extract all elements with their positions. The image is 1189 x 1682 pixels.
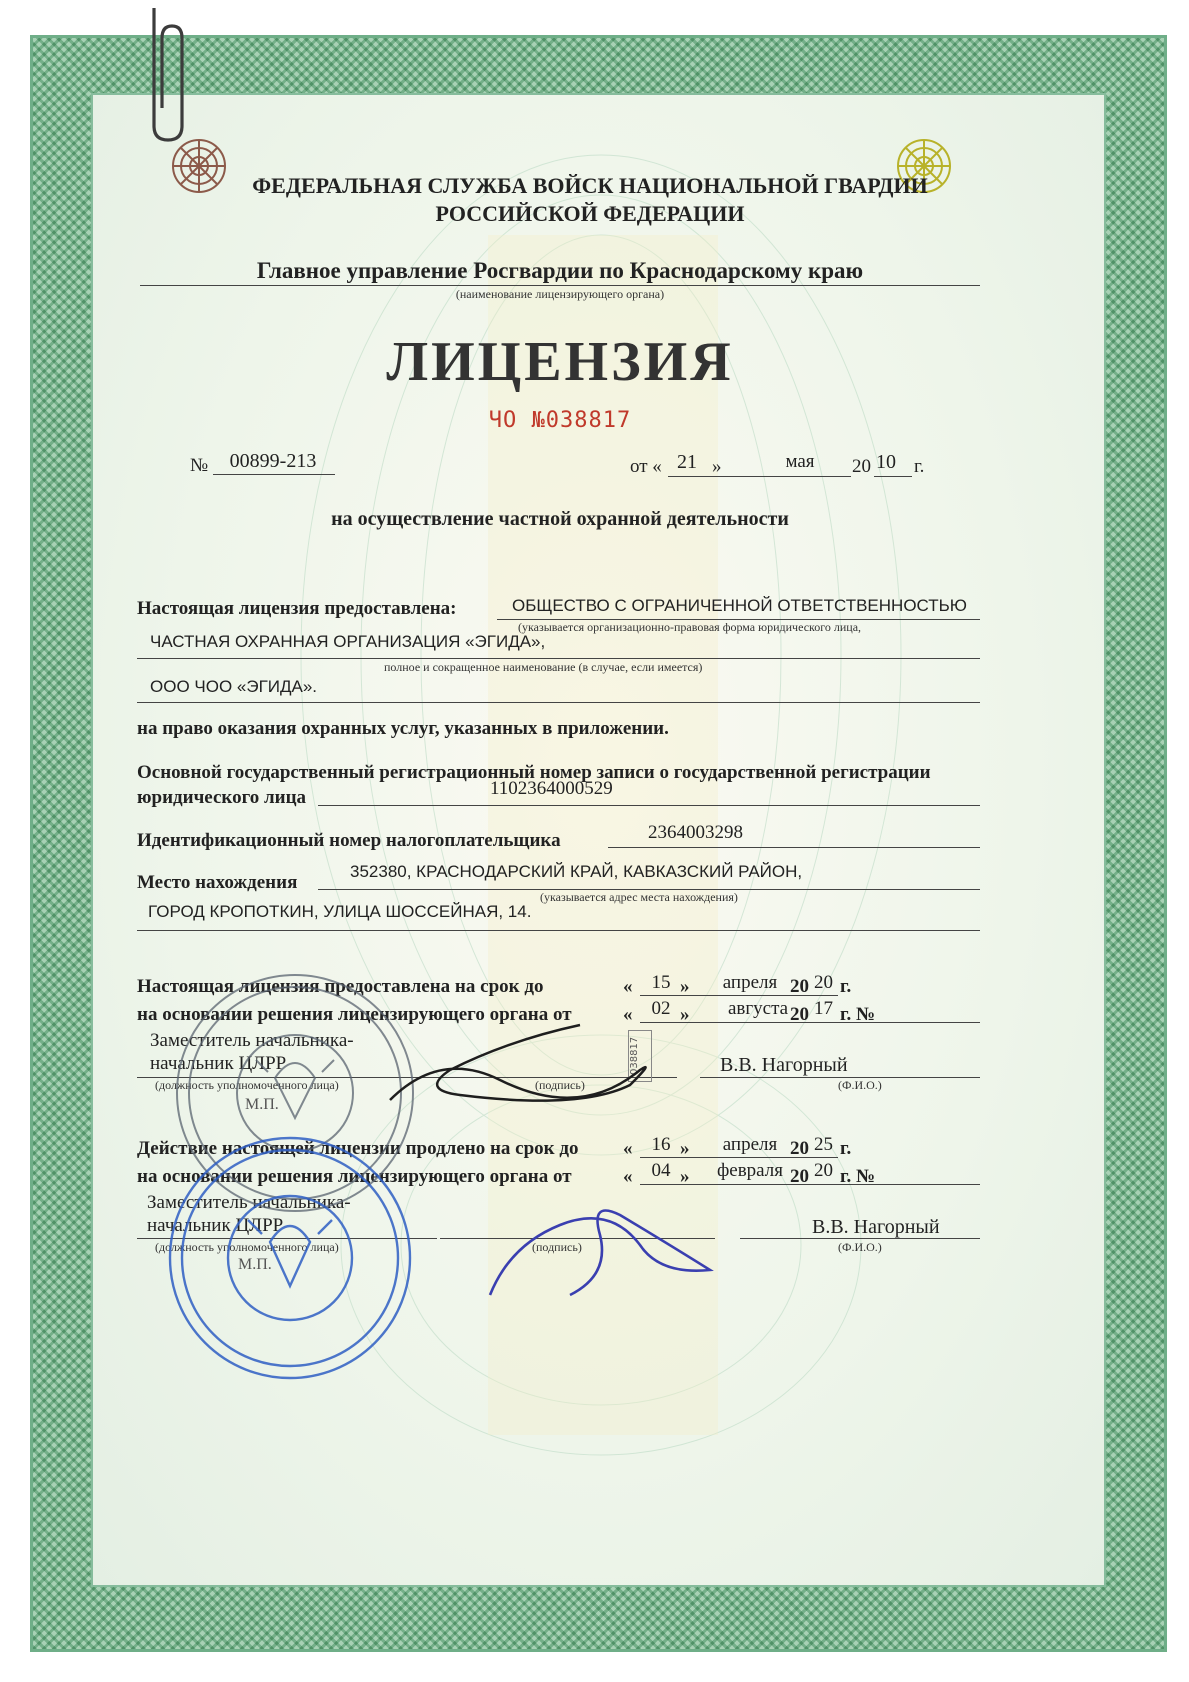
term-signatory-name: В.В. Нагорный <box>720 1054 848 1076</box>
date-prefix: от « <box>630 456 662 477</box>
term-decision-month: августа <box>727 998 789 1019</box>
small-stamp-number: 038817 <box>628 1030 652 1082</box>
address-caption: (указывается адрес места нахождения) <box>540 890 738 904</box>
licensee-caption-2: полное и сокращенное наименование (в случае, если имеется) <box>384 660 703 674</box>
signature-2-image <box>470 1185 730 1315</box>
extension-until-close-quote: » <box>680 1138 690 1159</box>
inn-underline <box>608 847 980 848</box>
extension-position-line-1: Заместитель начальника- <box>147 1192 351 1213</box>
licensee-underline-2 <box>137 658 980 659</box>
term-position-caption: (должность уполномоченного лица) <box>155 1078 339 1092</box>
licensee-underline-3 <box>137 702 980 703</box>
agency-line-1: ФЕДЕРАЛЬНАЯ СЛУЖБА ВОЙСК НАЦИОНАЛЬНОЙ ГВАРДИИ <box>252 173 928 198</box>
licensee-caption-1: (указывается организационно-правовая форма юридического лица, <box>518 620 862 634</box>
ogrn-underline <box>318 805 980 806</box>
term-name-caption: (Ф.И.О.) <box>838 1078 882 1092</box>
term-decision-underline <box>640 1022 980 1023</box>
services-text: на право оказания охранных услуг, указанных в приложении. <box>137 718 669 739</box>
license-purpose: на осуществление частной охранной деятельности <box>331 508 789 530</box>
inn-label: Идентификационный номер налогоплательщика <box>137 830 561 851</box>
address-line-2: ГОРОД КРОПОТКИН, УЛИЦА ШОССЕЙНАЯ, 14. <box>148 902 532 921</box>
term-until-close-quote: » <box>680 976 690 997</box>
extension-number-label: г. № <box>840 1166 876 1187</box>
extension-decision-day: 04 <box>651 1160 671 1181</box>
address-underline-2 <box>137 930 980 931</box>
licensee-name-line-3: ООО ЧОО «ЭГИДА». <box>150 677 318 696</box>
date-underline <box>668 476 851 477</box>
extension-until-open-quote: « <box>623 1138 633 1159</box>
license-number-underline <box>213 474 335 475</box>
term-until-open-quote: « <box>623 976 633 997</box>
term-decision-open-quote: « <box>623 1004 633 1025</box>
extension-until-month: апреля <box>722 1134 778 1155</box>
year-prefix: 20 <box>852 456 871 477</box>
year-underline <box>874 476 912 477</box>
term-decision-year-prefix: 20 <box>790 1004 809 1025</box>
address-label: Место нахождения <box>137 872 298 893</box>
extension-line-2-label: на основании решения лицензирующего органа от <box>137 1166 572 1187</box>
extension-until-underline <box>640 1157 838 1158</box>
term-until-day: 15 <box>651 972 671 993</box>
ogrn-value: 1102364000529 <box>490 778 613 799</box>
series-number: ЧО №038817 <box>488 408 632 433</box>
document-title: ЛИЦЕНЗИЯ <box>386 331 734 393</box>
licensee-label: Настоящая лицензия предоставлена: <box>137 598 457 619</box>
address-line-1: 352380, КРАСНОДАРСКИЙ КРАЙ, КАВКАЗСКИЙ РАЙОН, <box>350 862 803 881</box>
license-number-label: № <box>190 455 209 476</box>
term-until-underline <box>640 995 838 996</box>
extension-decision-month: февраля <box>716 1160 784 1181</box>
term-decision-year: 17 <box>814 998 833 1019</box>
extension-year-label: г. <box>840 1138 852 1159</box>
extension-decision-year: 20 <box>814 1160 833 1181</box>
term-until-year: 20 <box>814 972 833 993</box>
term-line-1-label: Настоящая лицензия предоставлена на срок до <box>137 976 544 997</box>
extension-until-year: 25 <box>814 1134 833 1155</box>
licensing-body-underline <box>140 285 980 286</box>
licensing-body: Главное управление Росгвардии по Краснодарскому краю <box>256 258 864 283</box>
extension-name-underline <box>740 1238 980 1239</box>
term-decision-day: 02 <box>651 998 671 1019</box>
term-year-label: г. <box>840 976 852 997</box>
extension-decision-year-prefix: 20 <box>790 1166 809 1187</box>
license-day: 21 <box>677 451 697 473</box>
license-year: 10 <box>876 451 896 473</box>
extension-until-year-prefix: 20 <box>790 1138 809 1159</box>
agency-line-2: РОССИЙСКОЙ ФЕДЕРАЦИИ <box>435 201 745 226</box>
agency-name <box>160 172 1020 228</box>
ogrn-label-line-2: юридического лица <box>137 787 307 808</box>
signature-1-image <box>380 1010 680 1120</box>
blue-seal-stamp <box>160 1130 420 1385</box>
extension-mp-mark: М.П. <box>238 1256 272 1273</box>
extension-position-caption: (должность уполномоченного лица) <box>155 1240 339 1254</box>
term-position-line-2: начальник ЦЛРР <box>150 1053 287 1074</box>
term-until-month: апреля <box>722 972 778 993</box>
term-signature-caption: (подпись) <box>535 1078 585 1092</box>
extension-signatory-name: В.В. Нагорный <box>812 1216 940 1238</box>
year-label: г. <box>914 456 925 477</box>
term-until-year-prefix: 20 <box>790 976 809 997</box>
license-month: мая <box>785 451 815 472</box>
term-decision-close-quote: » <box>680 1004 690 1025</box>
ogrn-label-line-1: Основной государственный регистрационный номер записи о государственной регистрации <box>137 762 931 783</box>
extension-position-line-2: начальник ЦЛРР <box>147 1215 284 1236</box>
term-mp-mark: М.П. <box>245 1096 279 1113</box>
extension-signature-caption: (подпись) <box>532 1240 582 1254</box>
term-position-line-1: Заместитель начальника- <box>150 1030 354 1051</box>
extension-decision-close-quote: » <box>680 1166 690 1187</box>
inn-value: 2364003298 <box>648 822 743 843</box>
extension-decision-open-quote: « <box>623 1166 633 1187</box>
extension-until-day: 16 <box>651 1134 671 1155</box>
extension-name-caption: (Ф.И.О.) <box>838 1240 882 1254</box>
term-line-2-label: на основании решения лицензирующего органа от <box>137 1004 572 1025</box>
license-number: 00899-213 <box>229 450 317 472</box>
paper-clip-icon <box>140 8 210 148</box>
licensing-body-caption: (наименование лицензирующего органа) <box>455 287 665 301</box>
licensee-name-line-1: ОБЩЕСТВО С ОГРАНИЧЕННОЙ ОТВЕТСТВЕННОСТЬЮ <box>512 596 967 615</box>
term-number-label: г. № <box>840 1004 876 1025</box>
extension-line-1-label: Действие настоящей лицензии продлено на срок до <box>137 1138 579 1159</box>
day-close-quote: » <box>712 456 722 477</box>
licensee-name-line-2: ЧАСТНАЯ ОХРАННАЯ ОРГАНИЗАЦИЯ «ЭГИДА», <box>150 632 546 651</box>
